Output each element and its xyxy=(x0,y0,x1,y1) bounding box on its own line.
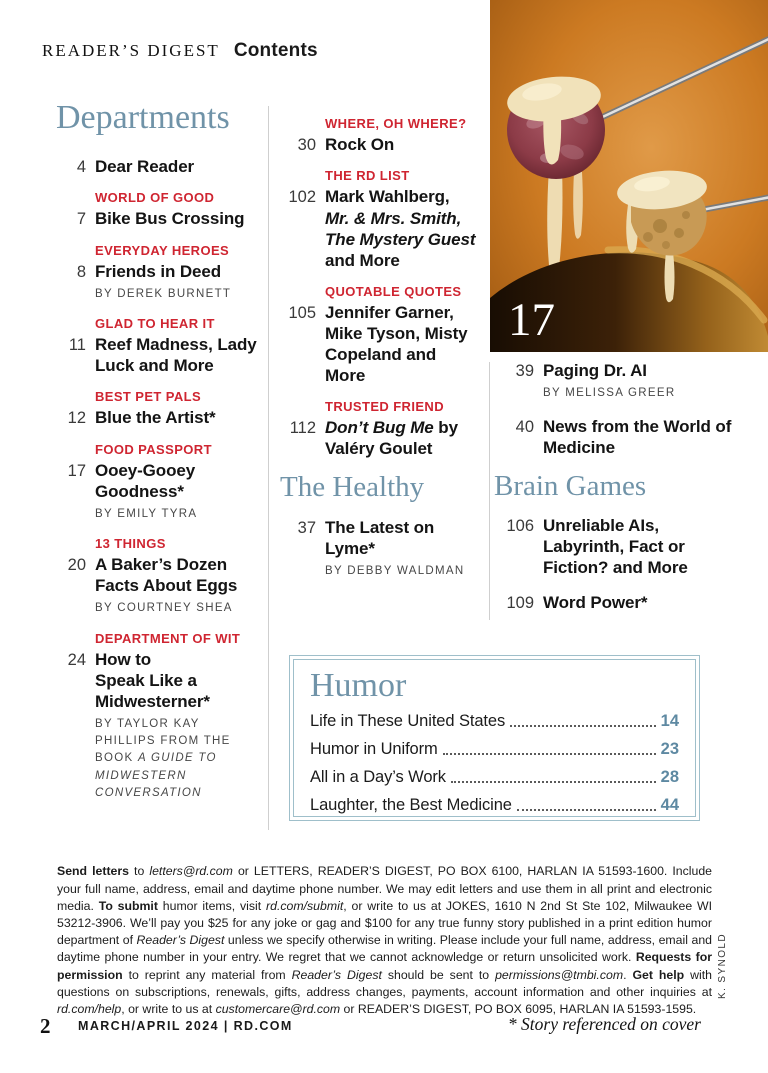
humor-row xyxy=(310,768,679,787)
toc-page-number: 40 xyxy=(515,417,534,436)
photo-page-number: 17 xyxy=(508,294,555,346)
text-run: , or write to us at xyxy=(121,1001,216,1016)
dotted-leader xyxy=(517,809,656,811)
toc-entry xyxy=(494,592,736,613)
toc-entry-row xyxy=(42,460,260,502)
toc-byline xyxy=(95,600,260,617)
departments-list xyxy=(42,156,260,803)
text-run: unless we specify otherwise in writing. Please include your full name, address, email and daytime phone number in your entry. We regret that we cannot acknowledge or return unsolicited work. xyxy=(57,933,713,965)
toc-entry xyxy=(42,156,260,177)
text-run: customercare@rd.com xyxy=(215,1001,341,1016)
toc-page-number: 109 xyxy=(506,593,534,612)
text-run: The Latest on Lyme* xyxy=(325,517,435,558)
toc-entry-title xyxy=(95,460,260,502)
toc-page-number: 102 xyxy=(288,188,316,207)
page-title: Contents xyxy=(233,40,318,61)
toc-entry-row xyxy=(42,261,260,282)
text-run: or LETTERS, READER’S DIGEST, PO BOX 6100, HARLAN IA 51593-1600. Include your full name, address, email and daytime phone number. We may edit letters and use them in all print and electronic media. xyxy=(57,864,713,913)
toc-entry-title xyxy=(543,515,736,578)
humor-page-number: 28 xyxy=(660,767,679,786)
toc-entry xyxy=(42,631,260,802)
humor-entry-label: Life in These United States xyxy=(310,711,506,730)
toc-category-label: TRUSTED FRIEND xyxy=(325,399,444,415)
photo-credit: K. SYNOLD xyxy=(717,933,728,999)
dotted-leader xyxy=(510,725,656,727)
toc-page-number: 8 xyxy=(76,262,86,281)
toc-entry-title xyxy=(95,156,194,177)
toc-entry-row xyxy=(42,554,260,596)
toc-entry xyxy=(280,517,476,580)
toc-byline xyxy=(95,506,260,523)
text-run: Ooey-Gooey Goodness* xyxy=(95,460,196,501)
toc-entry-row xyxy=(280,517,476,559)
toc-page-number: 39 xyxy=(515,362,534,380)
fondue-photo xyxy=(490,0,768,352)
toc-entry xyxy=(280,116,476,155)
text-run: permissions@tmbi.com xyxy=(495,967,624,982)
toc-entry-title xyxy=(95,208,244,229)
text-run: and More xyxy=(325,250,400,270)
toc-entry-title xyxy=(95,407,216,428)
toc-page-number: 24 xyxy=(67,650,86,669)
humor-box xyxy=(293,659,696,817)
text-run: with questions on subscriptions, renewals, gifts, address changes, payments, account information and other inquiries at xyxy=(57,967,712,999)
text-run: To submit xyxy=(98,898,158,913)
toc-entry-row xyxy=(42,156,260,177)
text-run: Friends in Deed xyxy=(95,261,222,281)
toc-byline xyxy=(95,716,260,802)
toc-page-number: 7 xyxy=(76,210,86,229)
text-run: Mark Wahlberg, xyxy=(325,187,450,207)
toc-entry-row xyxy=(494,515,736,578)
toc-entry-row xyxy=(42,334,260,376)
toc-entry-title xyxy=(325,417,476,459)
text-run: BY TAYLOR KAY PHILLIPS FROM THE BOOK xyxy=(95,717,231,765)
toc-byline xyxy=(543,385,736,402)
text-run: to reprint any material from xyxy=(122,967,292,982)
toc-entry xyxy=(42,536,260,617)
toc-category-label: WHERE, OH WHERE? xyxy=(325,116,467,131)
text-run: BY DEREK BURNETT xyxy=(95,288,232,301)
text-run: Paging Dr. AI xyxy=(543,361,647,380)
departments-heading: Departments xyxy=(56,99,230,136)
text-run: Blue the Artist* xyxy=(95,408,216,428)
issue-line: MARCH/APRIL 2024 | RD.COM xyxy=(78,1019,293,1033)
text-run: or READER’S DIGEST, PO BOX 6095, HARLAN IA 51593-1595. xyxy=(340,1001,697,1016)
text-run: A GUIDE TO MIDWESTERN CONVERSATION xyxy=(95,752,217,799)
cover-reference-note: * Story referenced on cover xyxy=(507,1014,701,1034)
toc-entry-row xyxy=(280,134,476,155)
toc-category-label: WORLD OF GOOD xyxy=(95,190,215,206)
toc-entry xyxy=(42,389,260,428)
toc-entry xyxy=(494,360,736,403)
toc-entry xyxy=(280,399,476,459)
column-divider-right xyxy=(489,362,490,620)
text-run: Send letters xyxy=(57,864,130,879)
dotted-leader xyxy=(451,781,656,783)
magazine-brand: READER’S DIGEST xyxy=(42,41,220,60)
dotted-leader xyxy=(443,753,656,755)
features-list xyxy=(280,116,476,459)
text-run: Reader’s Digest xyxy=(291,967,382,982)
toc-entry xyxy=(280,284,476,386)
text-run: Dear Reader xyxy=(95,156,195,176)
text-run: Don’t Bug Me xyxy=(325,418,434,438)
toc-entry xyxy=(42,442,260,523)
toc-category-label: BEST PET PALS xyxy=(95,389,202,405)
text-run: , or write to us at JOKES, 1610 N 2nd St Ste 102, Milwaukee WI 53212-3906. We’ll pay you $25 for any joke or gag and $100 for any true funny story published in a print edition humor department of xyxy=(57,898,712,948)
toc-entry-row xyxy=(280,186,476,270)
toc-entry-title xyxy=(95,334,260,376)
folio-page-number: 2 xyxy=(40,1014,51,1038)
toc-entry-row xyxy=(280,302,476,386)
humor-entry-label: All in a Day’s Work xyxy=(310,767,446,786)
toc-category-label: FOOD PASSPORT xyxy=(95,441,212,457)
toc-page-number: 20 xyxy=(67,556,86,575)
text-run: . xyxy=(623,967,633,982)
text-run: BY DEBBY WALDMAN xyxy=(325,564,465,577)
toc-page-number: 11 xyxy=(68,336,86,355)
toc-entry xyxy=(42,316,260,376)
toc-page-number: 106 xyxy=(506,517,534,536)
brain-games-heading: Brain Games xyxy=(494,469,647,502)
middle-column xyxy=(280,116,476,593)
text-run: by Valéry Goulet xyxy=(325,418,458,459)
text-run: letters@rd.com xyxy=(149,864,233,879)
departments-column xyxy=(42,100,260,815)
toc-entry-title xyxy=(325,186,475,270)
toc-entry-title xyxy=(95,649,210,712)
toc-entry-row xyxy=(280,417,476,459)
healthy-list xyxy=(280,517,476,580)
humor-row xyxy=(310,740,679,759)
humor-entry-label: Laughter, the Best Medicine xyxy=(310,795,512,814)
text-run: News from the World of Medicine xyxy=(543,416,732,457)
toc-page-number: 105 xyxy=(288,303,316,322)
toc-entry-title xyxy=(543,360,647,381)
text-run: Reader’s Digest xyxy=(136,933,225,948)
text-run: BY EMILY TYRA xyxy=(95,508,198,521)
toc-entry-title xyxy=(325,517,476,559)
text-run: The Mystery Guest xyxy=(325,229,476,249)
right-column xyxy=(494,360,736,626)
brain-games-list xyxy=(494,515,736,613)
toc-entry-row xyxy=(494,360,736,381)
humor-page-number: 44 xyxy=(660,795,679,814)
humor-row xyxy=(310,712,679,731)
text-run: Speak Like a xyxy=(95,670,197,690)
toc-entry-row xyxy=(42,407,260,428)
text-run: Unreliable AIs, Labyrinth, Fact or Fiction? and More xyxy=(543,516,688,578)
text-run: Midwesterner* xyxy=(95,691,210,711)
humor-entry-label: Humor in Uniform xyxy=(310,739,438,758)
toc-page-number: 37 xyxy=(297,518,316,537)
toc-entry-row xyxy=(494,416,736,458)
toc-category-label: THE RD LIST xyxy=(325,168,410,184)
text-run: Word Power* xyxy=(543,592,648,612)
toc-category-label: EVERYDAY HEROES xyxy=(95,242,230,258)
text-run: A Baker’s Dozen Facts About Eggs xyxy=(95,555,238,596)
text-run: Requests for permission xyxy=(57,950,712,982)
toc-page-number: 112 xyxy=(289,419,316,438)
toc-page-number: 12 xyxy=(67,409,86,428)
toc-entry-title xyxy=(325,302,476,386)
toc-category-label: QUOTABLE QUOTES xyxy=(325,283,462,299)
toc-entry-title xyxy=(325,134,394,155)
toc-entry-title xyxy=(543,592,647,613)
humor-rows xyxy=(310,712,679,815)
healthy-heading: The Healthy xyxy=(280,471,425,504)
toc-entry xyxy=(42,243,260,304)
toc-page-number: 30 xyxy=(297,136,316,154)
humor-page-number: 23 xyxy=(660,739,679,758)
toc-category-label: GLAD TO HEAR IT xyxy=(95,316,215,332)
text-run: How to xyxy=(95,649,152,669)
text-run: BY COURTNEY SHEA xyxy=(95,602,233,615)
column-divider-left xyxy=(268,106,269,830)
toc-entry-row xyxy=(42,649,260,712)
toc-byline xyxy=(325,563,476,580)
toc-entry xyxy=(494,416,736,458)
humor-row xyxy=(310,796,679,815)
toc-page-number: 4 xyxy=(76,157,86,176)
toc-category-label: 13 THINGS xyxy=(95,536,166,552)
text-run: Reef Madness, Lady Luck and More xyxy=(95,335,257,376)
page-header xyxy=(42,40,318,62)
medicine-list xyxy=(494,360,736,458)
toc-entry xyxy=(494,515,736,578)
toc-category-label: DEPARTMENT OF WIT xyxy=(95,630,241,646)
humor-heading: Humor xyxy=(310,667,407,704)
humor-page-number: 14 xyxy=(660,711,679,730)
text-run: Mr. & Mrs. Smith, xyxy=(325,208,462,228)
text-run: rd.com/help xyxy=(57,1001,122,1016)
toc-entry-title xyxy=(543,416,736,458)
text-run: should be sent to xyxy=(381,967,496,982)
toc-entry-title xyxy=(95,554,260,596)
text-run: Rock On xyxy=(325,135,395,154)
toc-entry xyxy=(42,190,260,229)
toc-entry-title xyxy=(95,261,221,282)
text-run: rd.com/submit xyxy=(266,898,344,913)
toc-page-number: 17 xyxy=(67,461,86,480)
toc-entry-row xyxy=(494,592,736,613)
text-run: humor items, visit xyxy=(157,898,267,913)
text-run: Bike Bus Crossing xyxy=(95,209,245,229)
text-run: to xyxy=(129,864,150,879)
masthead-contact-paragraph xyxy=(57,863,712,1018)
toc-entry xyxy=(280,168,476,270)
text-run: Jennifer Garner, Mike Tyson, Misty Copeland and More xyxy=(325,302,468,385)
text-run: BY MELISSA GREER xyxy=(543,387,676,400)
toc-byline xyxy=(95,286,260,303)
toc-entry-row xyxy=(42,208,260,229)
text-run: Get help xyxy=(632,967,685,982)
